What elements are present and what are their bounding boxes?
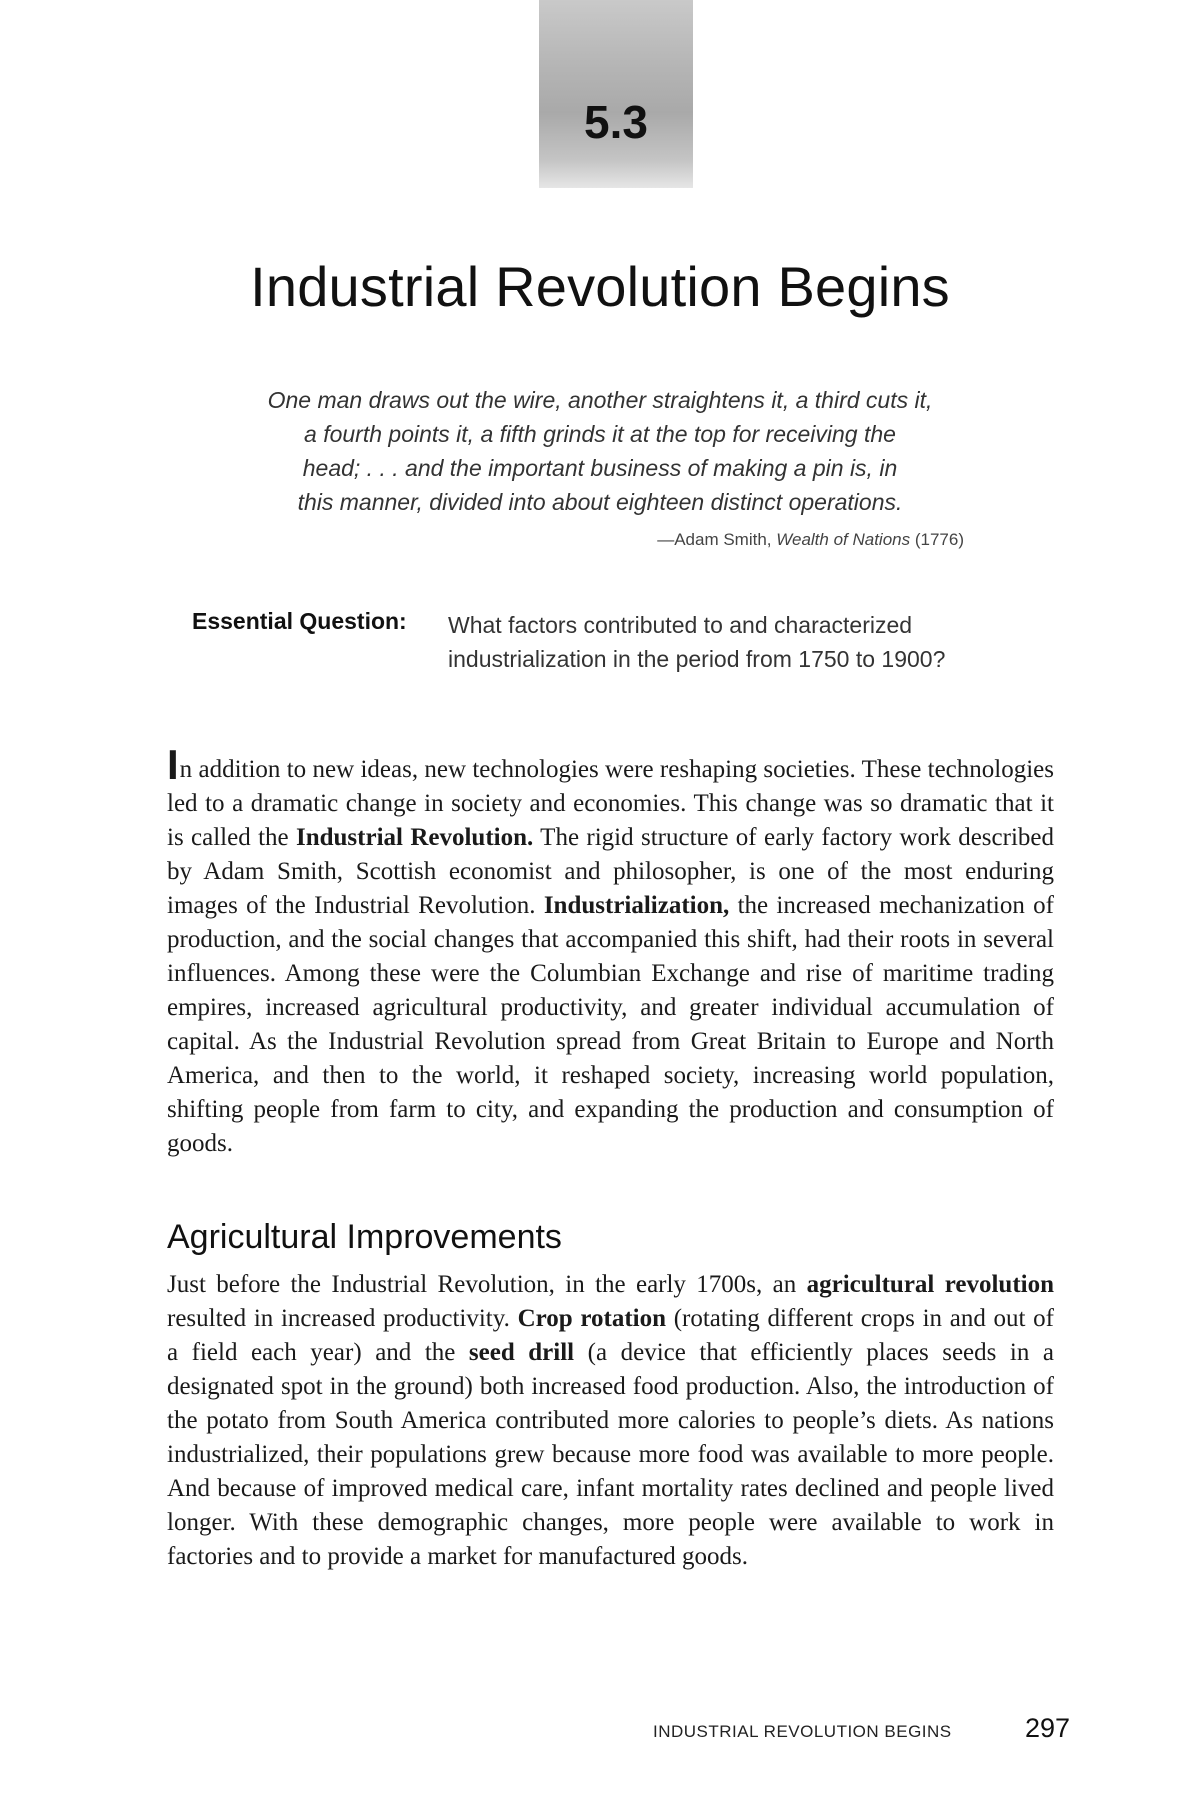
paragraph-text: n addition to new ideas, new technologies were reshaping societies. These technologies led to a dramatic change in society and economies. This change was so dramatic that it is called the — [167, 756, 1054, 851]
epigraph-line: this manner, divided into about eighteen distinct operations. — [297, 489, 903, 515]
key-term: seed drill — [468, 1339, 575, 1366]
key-term: agricultural revolution — [806, 1271, 1054, 1298]
paragraph-text: The rigid structure of early factory work described by Adam Smith, Scottish economist and philosopher, is one of the most enduring images of the Industrial Revolution. — [167, 824, 1054, 919]
epigraph-line: One man draws out the wire, another straightens it, a third cuts it, — [267, 387, 933, 413]
drop-cap: I — [167, 741, 179, 788]
key-term: Industrial Revolution. — [295, 824, 534, 851]
paragraph-text: the increased mechanization of production, and the social changes that accompanied this shift, had their roots in several influences. Among these were the Columbian Exchange and rise of maritime trading empires, increased agricultural productivity, and greater individual accumulation of capital. As the Industrial Revolution spread from Great Britain to Europe and North America, and then to the world, it reshaped society, increasing world population, shifting people from farm to city, and expanding the production and consumption of goods. — [167, 892, 1054, 1157]
page-number: 297 — [1025, 1713, 1071, 1743]
section-number: 5.3 — [584, 96, 648, 148]
running-footer-title: INDUSTRIAL REVOLUTION BEGINS — [653, 1722, 952, 1741]
paragraph-text: resulted in increased productivity. — [167, 1305, 518, 1332]
essential-question-text: What factors contributed to and characterized industrialization in the period from 1750 to 1900? — [448, 612, 946, 672]
agriculture-paragraph — [167, 1268, 1054, 1574]
attribution-year: (1776) — [910, 530, 964, 549]
attribution-work: Wealth of Nations — [776, 530, 911, 549]
paragraph-text: (a device that efficiently places seeds in a designated spot in the ground) both increased food production. Also, the introduction of the potato from South America contributed more calories to people’s diets. As nations industrialized, their populations grew because more food was available to more people. And because of improved medical care, infant mortality rates declined and people lived longer. With these demographic changes, more people were available to work in factories and to provide a market for manufactured goods. — [167, 1339, 1054, 1570]
essential-question-label: Essential Question: — [192, 608, 407, 634]
key-term: Industrialization, — [543, 892, 730, 919]
attribution-author: —Adam Smith, — [657, 530, 777, 549]
intro-paragraph — [167, 741, 1054, 1161]
section-heading: Agricultural Improvements — [167, 1218, 562, 1256]
epigraph-line: head; . . . and the important business of making a pin is, in — [302, 455, 898, 481]
page-title: Industrial Revolution Begins — [250, 255, 950, 318]
paragraph-text: (rotating different crops in and out of a field each year) and the — [167, 1305, 1054, 1366]
epigraph-quote — [200, 383, 1000, 519]
epigraph-line: a fourth points it, a fifth grinds it at the top for receiving the — [304, 421, 896, 447]
paragraph-text: Just before the Industrial Revolution, in the early 1700s, an — [167, 1271, 807, 1298]
key-term: Crop rotation — [517, 1305, 666, 1332]
section-number-tab — [539, 0, 693, 188]
epigraph-attribution — [657, 530, 964, 550]
